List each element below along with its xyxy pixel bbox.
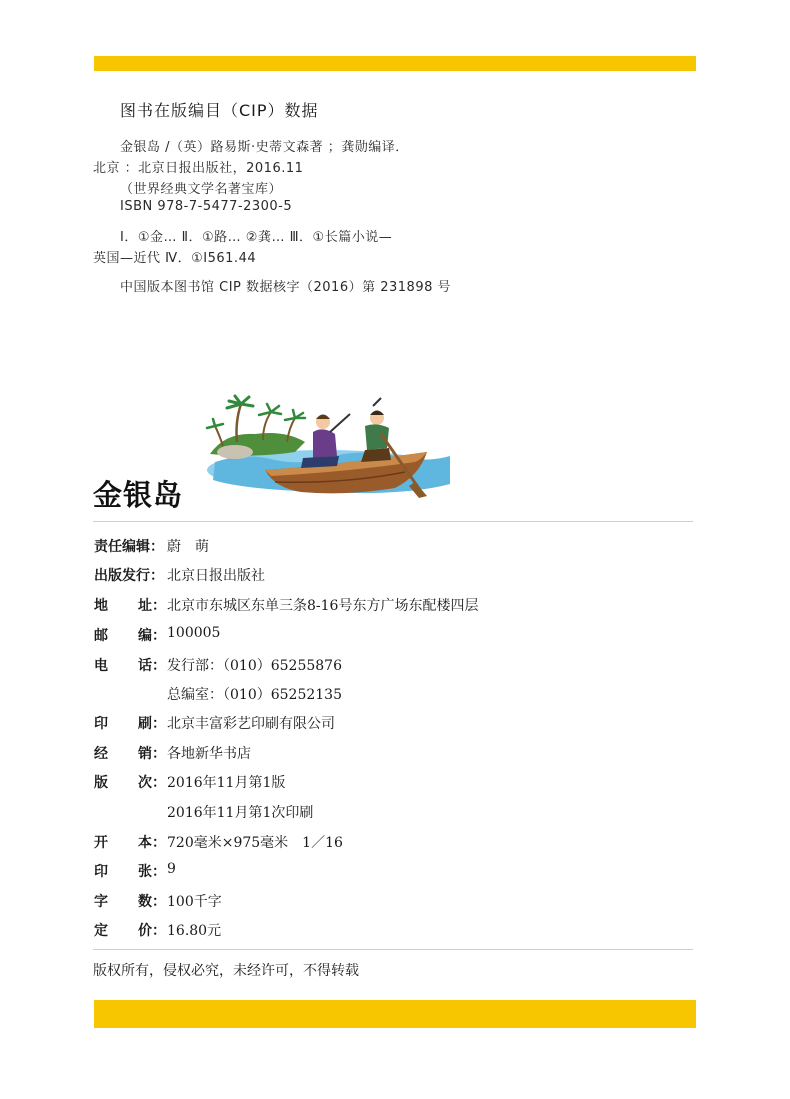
info-value: 2016年11月第1次印刷 [167, 805, 314, 821]
cip-line: （世界经典文学名著宝库） [120, 182, 283, 197]
copyright-notice: 版权所有，侵权必究，未经许可，不得转载 [93, 963, 359, 979]
divider [93, 521, 693, 522]
info-value: 9 [167, 861, 176, 877]
info-value: 发行部：（010）65255876 [167, 658, 342, 674]
cip-line: 中国版本图书馆 CIP 数据核字（2016）第 231898 号 [120, 280, 451, 295]
divider [93, 949, 693, 950]
cip-line: Ⅰ．①金… Ⅱ．①路… ②龚… Ⅲ．①长篇小说— [120, 230, 393, 245]
info-value: 北京市东城区东单三条8-16号东方广场东配楼四层 [167, 598, 479, 614]
info-value: 100005 [167, 625, 221, 641]
info-label: 经 销 ： [94, 746, 166, 762]
info-label: 印 张 ： [94, 864, 166, 880]
bottom-accent-bar [94, 1000, 696, 1028]
info-label: 定 价 ： [94, 923, 166, 939]
info-label: 电 话 ： [94, 658, 166, 674]
info-value: 各地新华书店 [167, 746, 251, 762]
info-value: 2016年11月第1版 [167, 775, 286, 791]
info-value: 蔚 萌 [167, 539, 209, 555]
info-label: 地 址 ： [94, 598, 166, 614]
info-label: 邮 编 ： [94, 628, 166, 644]
cip-line: 英国—近代 Ⅳ．①I561.44 [93, 251, 257, 266]
info-label: 责任编辑： [94, 539, 164, 555]
book-title: 金银岛 [93, 478, 184, 512]
cip-line: 金银岛 /（英）路易斯·史蒂文森著 ；龚勋编译． [120, 140, 409, 155]
info-label: 版 次 ： [94, 775, 166, 791]
cip-line: ISBN 978-7-5477-2300-5 [120, 199, 293, 214]
cip-heading: 图书在版编目（CIP）数据 [120, 101, 319, 120]
info-label: 开 本 ： [94, 835, 166, 851]
info-value: 北京丰富彩艺印刷有限公司 [167, 716, 335, 732]
two-men-rowing-boat-icon [205, 392, 455, 504]
info-value: 100千字 [167, 894, 222, 910]
cip-line: 北京 ：北京日报出版社，2016.11 [93, 161, 304, 176]
info-value: 北京日报出版社 [167, 568, 265, 584]
info-label: 出版发行： [94, 568, 164, 584]
info-value: 总编室：（010）65252135 [167, 687, 342, 703]
top-accent-bar [94, 56, 696, 71]
info-label: 印 刷 ： [94, 716, 166, 732]
info-value: 16.80元 [167, 923, 222, 939]
info-value: 720毫米×975毫米 1／16 [167, 835, 343, 851]
info-label: 字 数 ： [94, 894, 166, 910]
